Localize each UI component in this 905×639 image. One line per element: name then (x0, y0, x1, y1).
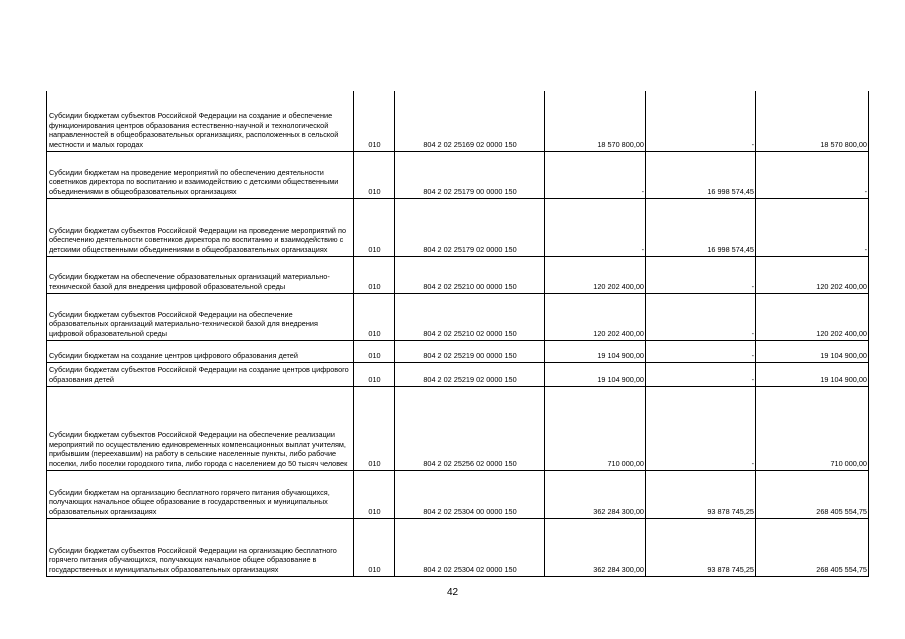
row-line-code: 010 (354, 256, 395, 293)
row-unexecuted-amount: 120 202 400,00 (756, 256, 869, 293)
page-number: 42 (446, 587, 459, 598)
row-budget-code: 804 2 02 25219 00 0000 150 (395, 340, 545, 362)
row-approved-amount: - (545, 151, 646, 198)
table-row (47, 470, 869, 518)
row-approved-amount: 19 104 900,00 (545, 340, 646, 362)
row-approved-amount: 362 284 300,00 (545, 518, 646, 576)
row-approved-amount: 120 202 400,00 (545, 256, 646, 293)
row-approved-amount: - (545, 198, 646, 256)
row-budget-code: 804 2 02 25210 00 0000 150 (395, 256, 545, 293)
row-line-code: 010 (354, 151, 395, 198)
row-unexecuted-amount: 268 405 554,75 (756, 470, 869, 518)
row-executed-amount: 16 998 574,45 (646, 151, 756, 198)
row-name: Субсидии бюджетам на обеспечение образовательных организаций материально-технической базой для внедрения цифровой образовательной среды (47, 256, 354, 293)
row-line-code: 010 (354, 386, 395, 470)
row-executed-amount: 93 878 745,25 (646, 518, 756, 576)
row-name: Субсидии бюджетам субъектов Российской Федерации на проведение мероприятий по обеспечению деятельности советников директора по воспитанию и взаимодействию с детскими общественными объединениями в общеобразовательных организациях (47, 198, 354, 256)
row-unexecuted-amount: 19 104 900,00 (756, 362, 869, 386)
row-name: Субсидии бюджетам на проведение мероприятий по обеспечению деятельности советников директора по воспитанию и взаимодействию с детскими общественными объединениями в общеобразовательных организациях (47, 151, 354, 198)
row-line-code: 010 (354, 198, 395, 256)
row-line-code: 010 (354, 91, 395, 151)
row-name: Субсидии бюджетам субъектов Российской Федерации на обеспечение реализации мероприятий по осуществлению единовременных компенсационных выплат учителям, прибывшим (переехавшим) на работу в сельские населенные пункты, либо рабочие поселки, либо поселки городского типа, либо города с населением до 50 тысяч человек (47, 386, 354, 470)
row-name: Субсидии бюджетам субъектов Российской Федерации на организацию бесплатного горячего питания обучающихся, получающих начальное общее образование в государственных и муниципальных образовательных организациях (47, 518, 354, 576)
row-line-code: 010 (354, 293, 395, 340)
budget-table (46, 91, 869, 577)
row-budget-code: 804 2 02 25256 02 0000 150 (395, 386, 545, 470)
row-line-code: 010 (354, 518, 395, 576)
row-name: Субсидии бюджетам субъектов Российской Федерации на создание центров цифрового образования детей (47, 362, 354, 386)
row-executed-amount: - (646, 91, 756, 151)
row-executed-amount: - (646, 256, 756, 293)
row-budget-code: 804 2 02 25210 02 0000 150 (395, 293, 545, 340)
table-row (47, 91, 869, 151)
row-name: Субсидии бюджетам на создание центров цифрового образования детей (47, 340, 354, 362)
budget-table-body (47, 91, 869, 576)
table-row (47, 340, 869, 362)
row-budget-code: 804 2 02 25304 00 0000 150 (395, 470, 545, 518)
row-executed-amount: 93 878 745,25 (646, 470, 756, 518)
table-row (47, 386, 869, 470)
table-row (47, 256, 869, 293)
table-row (47, 293, 869, 340)
row-budget-code: 804 2 02 25219 02 0000 150 (395, 362, 545, 386)
row-budget-code: 804 2 02 25179 02 0000 150 (395, 198, 545, 256)
row-approved-amount: 362 284 300,00 (545, 470, 646, 518)
row-unexecuted-amount: 710 000,00 (756, 386, 869, 470)
row-executed-amount: - (646, 293, 756, 340)
row-unexecuted-amount: 120 202 400,00 (756, 293, 869, 340)
table-row (47, 198, 869, 256)
row-unexecuted-amount: - (756, 198, 869, 256)
row-unexecuted-amount: - (756, 151, 869, 198)
row-line-code: 010 (354, 470, 395, 518)
row-approved-amount: 19 104 900,00 (545, 362, 646, 386)
row-executed-amount: - (646, 340, 756, 362)
row-line-code: 010 (354, 340, 395, 362)
row-name: Субсидии бюджетам на организацию бесплатного горячего питания обучающихся, получающих начальное общее образование в государственных и муниципальных образовательных организациях (47, 470, 354, 518)
row-approved-amount: 710 000,00 (545, 386, 646, 470)
row-executed-amount: - (646, 386, 756, 470)
row-budget-code: 804 2 02 25179 00 0000 150 (395, 151, 545, 198)
table-row (47, 151, 869, 198)
row-line-code: 010 (354, 362, 395, 386)
table-row (47, 518, 869, 576)
row-approved-amount: 18 570 800,00 (545, 91, 646, 151)
row-budget-code: 804 2 02 25169 02 0000 150 (395, 91, 545, 151)
row-budget-code: 804 2 02 25304 02 0000 150 (395, 518, 545, 576)
row-unexecuted-amount: 268 405 554,75 (756, 518, 869, 576)
row-unexecuted-amount: 19 104 900,00 (756, 340, 869, 362)
row-executed-amount: - (646, 362, 756, 386)
table-row (47, 362, 869, 386)
row-approved-amount: 120 202 400,00 (545, 293, 646, 340)
row-unexecuted-amount: 18 570 800,00 (756, 91, 869, 151)
row-name: Субсидии бюджетам субъектов Российской Федерации на создание и обеспечение функционирования центров образования естественно-научной и технологической направленностей в общеобразовательных организациях, расположенных в сельской местности и малых городах (47, 91, 354, 151)
row-name: Субсидии бюджетам субъектов Российской Федерации на обеспечение образовательных организаций материально-технической базой для внедрения цифровой образовательной среды (47, 293, 354, 340)
row-executed-amount: 16 998 574,45 (646, 198, 756, 256)
